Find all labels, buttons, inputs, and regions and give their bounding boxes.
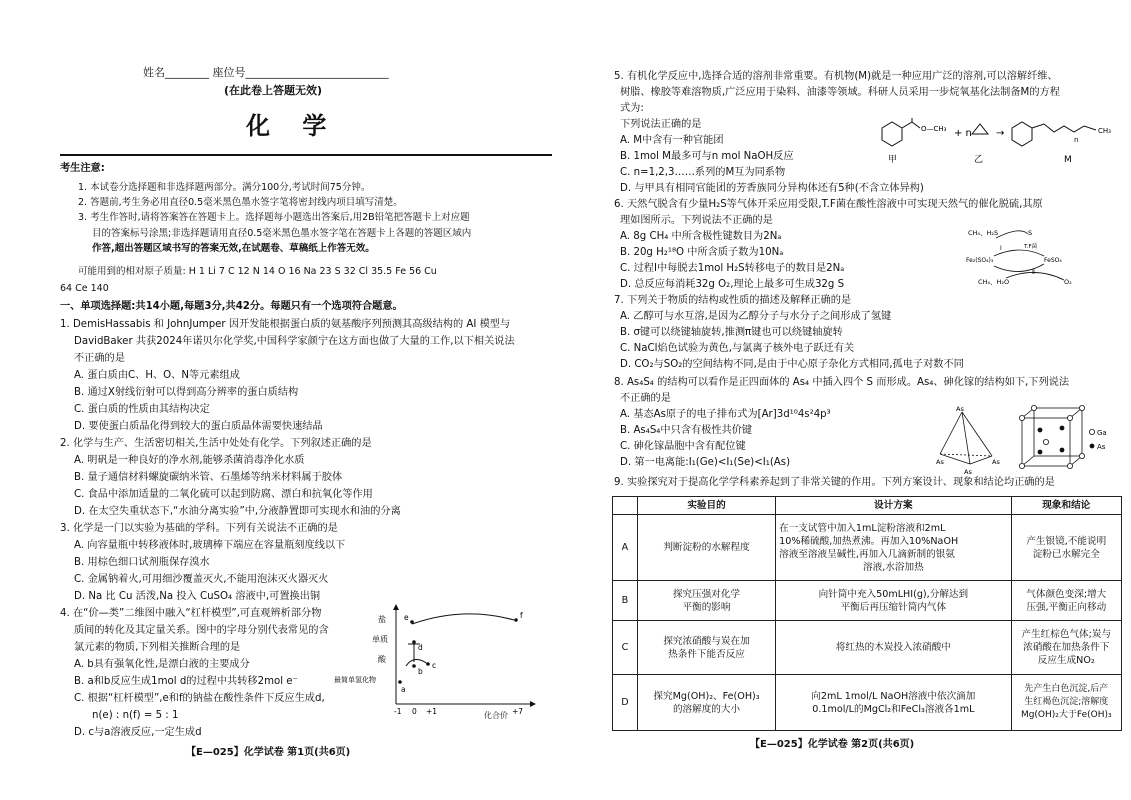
section-heading: 一、单项选择题:共14小题,每题3分,共42分。每题只有一个选项符合题意。 [60, 301, 403, 312]
page-2 [566, 0, 1131, 800]
q8-option-c: C. 砷化镓晶胞中含有配位键 [620, 441, 746, 452]
label-m: M [1064, 155, 1072, 165]
instruction-line: 2. 答题前,考生务必用直径0.5毫米黑色墨水签字笔将密封线内项目填写清楚。 [78, 197, 403, 208]
q6-option-c: C. 过程Ⅰ中每脱去1mol H₂S转移电子的数目是2Nₐ [620, 263, 845, 274]
q4-option-a: A. b具有强氧化性,是漂白液的主要成分 [74, 659, 250, 670]
purpose-cell: 判断淀粉的水解程度 [637, 515, 775, 581]
row-option: C [613, 621, 638, 675]
header-cell: 设计方案 [776, 497, 1011, 515]
q3-option-a: A. 向容量瓶中转移液体时,玻璃棒下端应在容量瓶刻度线以下 [74, 540, 346, 551]
svg-text:O—CH₃: O—CH₃ [921, 125, 947, 133]
purpose-cell: 探究压强对化学 平衡的影响 [637, 581, 775, 621]
table-row [613, 621, 1122, 675]
q3-option-b: B. 用棕色细口试剂瓶保存溴水 [74, 557, 210, 568]
q1-option-d: D. 要使蛋白质晶化得到较大的蛋白质晶体需要快速结晶 [74, 421, 323, 432]
instruction-line: 1. 本试卷分选择题和非选择题两部分。满分100分,考试时间75分钟。 [78, 182, 371, 193]
x-tick: +7 [512, 707, 524, 716]
y-label-salt: 盐 [378, 615, 386, 624]
svg-text:→: → [996, 128, 1005, 139]
q4-stem: 氯元素的物质,下列相关推断合理的是 [74, 642, 241, 653]
q4-stem: 4. 在“价—类”二维图中融入“杠杆模型”,可直观辨析部分物 [60, 608, 322, 619]
q5-option-d: D. 与甲具有相同官能团的芳香族同分异构体还有5种(不含立体异构) [620, 183, 924, 194]
instruction-line: 作答,超出答题区域书写的答案无效,在试题卷、草稿纸上作答无效。 [92, 243, 375, 254]
q3-stem: 3. 化学是一门以实验为基础的学科。下列有关说法不正确的是 [60, 523, 338, 534]
as-legend: As [1097, 443, 1106, 451]
header-cell [613, 497, 638, 515]
q5-option-c: C. n=1,2,3……系列的M互为同系物 [620, 167, 786, 178]
label-yi: 乙 [974, 155, 984, 165]
q8-option-a: A. 基态As原子的电子排布式为[Ar]3d¹⁰4s²4p³ [620, 409, 831, 420]
q5-option-a: A. M中含有一种官能团 [620, 135, 724, 146]
q1-option-b: B. 通过X射线衍射可以得到高分辨率的蛋白质结构 [74, 387, 299, 398]
q5-reaction-figure [868, 118, 1126, 166]
q5-stem: 5. 有机化学反应中,选择合适的溶剂非常重要。有机物(M)就是一种应用广泛的溶剂,可以溶解纤维、 [614, 71, 1058, 82]
q1-stem: 1. DemisHassabis 和 JohnJumper 因开发能根据蛋白质的氨基酸序列预测其高级结构的 AI 模型与 [60, 319, 511, 330]
label-b: b [418, 667, 423, 676]
q5-option-b: B. 1mol M最多可与n mol NaOH反应 [620, 151, 794, 162]
svg-text:+ n: + n [954, 128, 972, 139]
point-c [426, 662, 430, 666]
purpose-cell: 探究浓硝酸与炭在加 热条件下能否反应 [637, 621, 775, 675]
q4-valence-category-figure [334, 604, 560, 720]
q1-stem: DavidBaker 共获2024年诺贝尔化学奖,中国科学家颜宁在这方面也做了大量的工作,以下相关说法 [74, 336, 515, 347]
name-seat-label: 姓名________ 座位号__________________________ [143, 66, 389, 79]
as-label: As [956, 405, 964, 413]
purpose-cell: 探究Mg(OH)₂、Fe(OH)₃ 的溶解度的大小 [637, 675, 775, 731]
svg-text:CH₃: CH₃ [1098, 127, 1111, 135]
label: Ⅱ [1032, 269, 1035, 276]
subject-title: 化 学 [246, 111, 339, 140]
q7-stem: 7. 下列关于物质的结构或性质的描述及解释正确的是 [614, 295, 852, 306]
q7-option-a: A. 乙醇可与水互溶,是因为乙醇分子与水分子之间形成了氢键 [620, 311, 892, 322]
as-label: As [936, 458, 944, 466]
x-tick: 0 [412, 707, 417, 716]
instruction-line: 3. 考生作答时,请将答案答在答题卡上。选择题每小题选出答案后,用2B铅笔把答题卡上对应题 [78, 212, 470, 223]
result-cell: 气体颜色变深;增大 压强,平衡正向移动 [1011, 581, 1121, 621]
point-e [410, 620, 414, 624]
page-1 [0, 0, 560, 800]
header-cell: 现象和结论 [1011, 497, 1121, 515]
y-label-acid: 酸 [378, 655, 386, 664]
q8-stem: 8. As₄S₄ 的结构可以看作是正四面体的 As₄ 中插入四个 S 而形成。As₄、砷化镓的结构如下,下列说法 [614, 377, 1070, 388]
label-f: f [520, 611, 523, 620]
q9-table [612, 496, 1122, 731]
design-cell: 向针筒中充入50mLHI(g),分解达到 平衡后再压缩针筒内气体 [776, 581, 1011, 621]
table-row [613, 515, 1122, 581]
label-e: e [404, 613, 409, 622]
row-option: B [613, 581, 638, 621]
label-jia: 甲 [888, 155, 898, 165]
y-label-element: 单质 [372, 635, 388, 644]
point-d [412, 640, 416, 644]
label-c: c [432, 661, 437, 670]
q2-option-a: A. 明矾是一种良好的净水剂,能够杀菌消毒净化水质 [74, 455, 305, 466]
ga-legend: Ga [1097, 429, 1107, 437]
header-cell: 实验目的 [637, 497, 775, 515]
q9-stem: 9. 实验探究对于提高化学学科素养起到了非常关键的作用。下列方案设计、现象和结论均正确的是 [614, 477, 1055, 488]
q1-option-a: A. 蛋白质由C、H、O、N等元素组成 [74, 370, 240, 381]
q5-stem: 下列说法正确的是 [620, 119, 702, 130]
q6-stem: 理如图所示。下列说法不正确的是 [620, 215, 773, 226]
q4-option-b: B. a和b反应生成1mol d的过程中共转移2mol e⁻ [74, 676, 298, 687]
atomic-mass-line: 可能用到的相对原子质量: H 1 Li 7 C 12 N 14 O 16 Na 23 S 32 Cl 35.5 Fe 56 Cu [78, 266, 437, 277]
row-option: D [613, 675, 638, 731]
instruction-line: 目的答案标号涂黑;非选择题请用直径0.5毫米黑色墨水签字笔在答题卡上各题的答题区域内 [92, 228, 472, 239]
label-a: a [401, 685, 406, 694]
label: Ⅰ [1000, 245, 1002, 252]
q3-option-d: D. Na 比 Cu 活泼,Na 投入 CuSO₄ 溶液中,可置换出铜 [74, 591, 321, 602]
instructions-title: 考生注意: [60, 163, 105, 174]
q7-option-d: D. CO₂与SO₂的空间结构不同,是由于中心原子杂化方式相同,孤电子对数不同 [620, 359, 964, 370]
x-tick: -1 [394, 707, 402, 716]
q7-option-b: B. σ键可以绕键轴旋转,推测π键也可以绕键轴旋转 [620, 327, 843, 338]
table-row [613, 675, 1122, 731]
design-cell: 向2mL 1mol/L NaOH溶液中依次滴加 0.1mol/L的MgCl₂和FeCl₃溶液各1mL [776, 675, 1011, 731]
label: Fe₂(SO₄)₃ [966, 257, 994, 264]
q4-option-d: D. c与a溶液反应,一定生成d [74, 727, 202, 738]
q6-option-d: D. 总反应每消耗32g O₂,理论上最多可生成32g S [620, 279, 845, 290]
row-option: A [613, 515, 638, 581]
x-tick: +1 [426, 707, 438, 716]
design-cell: 将红热的木炭投入浓硝酸中 [776, 621, 1011, 675]
svg-text:n: n [1074, 136, 1079, 144]
invalid-notice: (在此卷上答题无效) [224, 84, 323, 97]
q6-stem: 6. 天然气脱含有少量H₂S等气体开采应用受限,T.F菌在酸性溶液中可实现天然气的催化脱硫,其原 [614, 199, 1043, 210]
label-d: d [418, 643, 423, 652]
point-f [514, 618, 518, 622]
header-rule [60, 154, 552, 156]
q7-option-c: C. NaCl焰色试验为黄色,与氯离子核外电子跃迁有关 [620, 343, 855, 354]
q4-option-c: C. 根据“杠杆模型”,e和f的钠盐在酸性条件下反应生成d, [74, 693, 325, 704]
label: T.F菌 [1024, 244, 1038, 250]
as-label: As [964, 468, 972, 476]
label: O₂ [1064, 278, 1072, 286]
point-a [398, 680, 402, 684]
q2-stem: 2. 化学与生产、生活密切相关,生活中处处有化学。下列叙述正确的是 [60, 438, 372, 449]
q4-stem: 质间的转化及其定量关系。图中的字母分别代表常见的含 [74, 625, 329, 636]
q8-option-d: D. 第一电离能:I₁(Ge)<I₁(Se)<I₁(As) [620, 457, 791, 468]
point-b [412, 664, 416, 668]
footer-page-2: 【E—025】化学试卷 第2页(共6页) [750, 739, 915, 750]
table-row [613, 581, 1122, 621]
label: S [1028, 229, 1033, 237]
q8-option-b: B. As₄S₄中只含有极性共价键 [620, 425, 753, 436]
atomic-mass-line: 64 Ce 140 [60, 283, 109, 294]
q1-option-c: C. 蛋白质的性质由其结构决定 [74, 404, 210, 415]
q2-option-b: B. 量子通信材料螺旋碳纳米管、石墨烯等纳米材料属于胶体 [74, 472, 343, 483]
design-cell: 在一支试管中加入1mL淀粉溶液和2mL 10%稀硫酸,加热煮沸。再加入10%NaOH 溶液至溶液呈碱性,再加入几滴新制的银氨 溶液,水浴加热 [776, 515, 1011, 581]
result-cell: 产生红棕色气体;炭与 浓硝酸在加热条件下 反应生成NO₂ [1011, 621, 1121, 675]
q1-stem: 不正确的是 [74, 353, 125, 364]
q3-option-c: C. 金属钠着火,可用细沙覆盖灭火,不能用泡沫灭火器灭火 [74, 574, 329, 585]
y-label-hydride: 最简单氢化物 [334, 676, 376, 684]
label: FeSO₄ [1044, 257, 1062, 264]
q4-option-c-ratio: n(e) : n(f) = 5 : 1 [92, 710, 179, 721]
q6-option-a: A. 8g CH₄ 中所含极性键数目为2Nₐ [620, 231, 782, 242]
result-cell: 产生银镜,不能说明 淀粉已水解完全 [1011, 515, 1121, 581]
q2-option-d: D. 在太空失重状态下,“水油分离实验”中,分液静置即可实现水和油的分离 [74, 506, 401, 517]
result-cell: 先产生白色沉淀,后产 生红褐色沉淀;溶解度 Mg(OH)₂大于Fe(OH)₃ [1011, 675, 1121, 731]
label: CH₄、H₂O [978, 278, 1010, 286]
x-axis-label: 化合价 [484, 711, 508, 720]
q6-cycle-figure [966, 226, 1078, 288]
q2-option-c: C. 食品中添加适量的二氧化硫可以起到防腐、漂白和抗氧化等作用 [74, 489, 373, 500]
as-label: As [992, 458, 1000, 466]
q6-option-b: B. 20g H₂¹⁸O 中所含质子数为10Nₐ [620, 247, 784, 258]
table-header-row [613, 497, 1122, 515]
label: CH₄、H₂S [968, 229, 999, 237]
footer-page-1: 【E—025】化学试卷 第1页(共6页) [186, 747, 351, 758]
q8-structure-figure [936, 404, 1126, 476]
q5-stem: 树脂、橡胶等难溶物质,广泛应用于染料、油漆等领域。科研人员采用一步烷氧基化法制备M的方程 [620, 87, 1060, 98]
q8-stem: 不正确的是 [620, 393, 671, 404]
q5-stem: 式为: [620, 103, 644, 114]
